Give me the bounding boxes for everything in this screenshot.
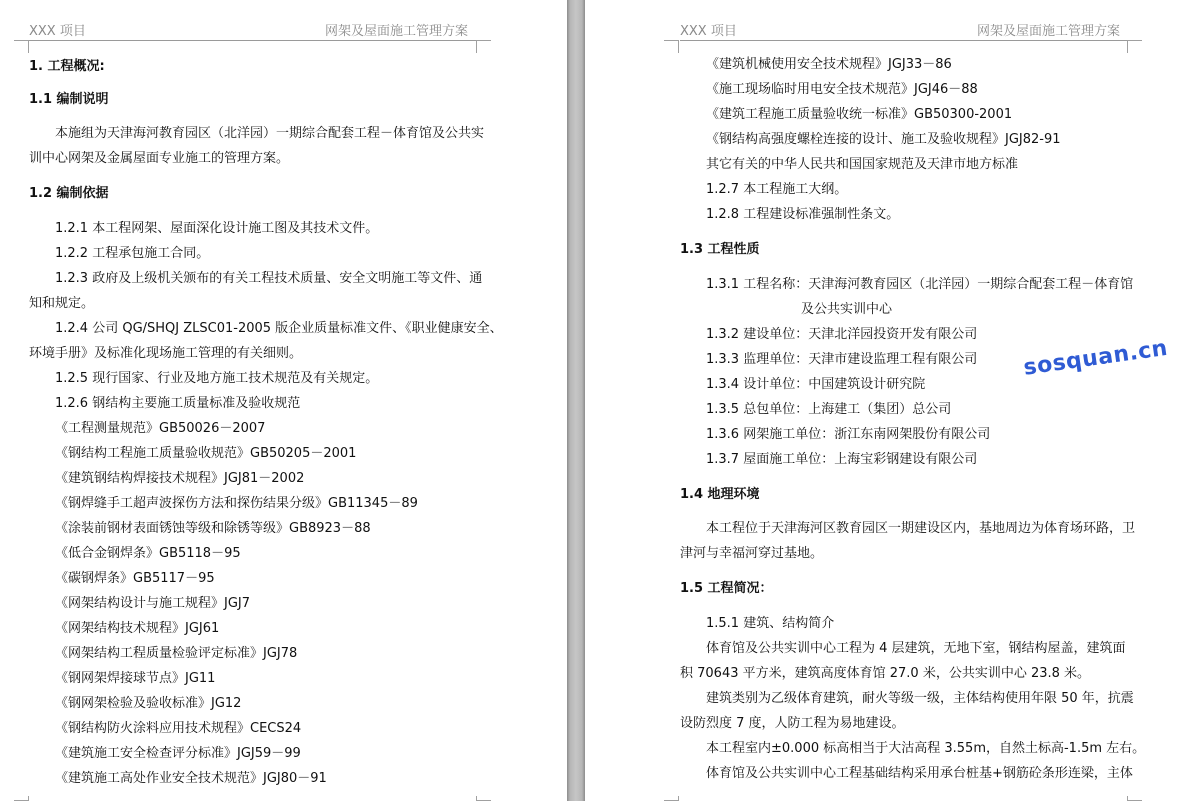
- body-text-line: 本工程室内±0.000 标高相当于大沽高程 3.55m，自然土标高-1.5m 左右。: [706, 741, 1146, 756]
- body-text-line: 环境手册》及标准化现场施工管理的有关细则。: [29, 346, 303, 361]
- crop-mark: [476, 40, 491, 53]
- body-text-line: 1.2.8 工程建设标准强制性条文。: [706, 207, 900, 222]
- body-text-line: 《施工现场临时用电安全技术规范》JGJ46－88: [706, 82, 978, 97]
- crop-mark: [1127, 796, 1142, 801]
- body-text-line: 其它有关的中华人民共和国国家规范及天津市地方标准: [706, 157, 1019, 172]
- body-text-line: 《低合金钢焊条》GB5118－95: [55, 546, 241, 561]
- body-text-line: 《网架结构技术规程》JGJ61: [55, 621, 220, 636]
- body-text-line: 《网架结构工程质量检验评定标准》JGJ78: [55, 646, 298, 661]
- body-text-line: 1.3.6 网架施工单位：浙江东南网架股份有限公司: [706, 427, 991, 442]
- body-text-line: 《建筑工程施工质量验收统一标准》GB50300-2001: [706, 107, 1013, 122]
- crop-mark: [14, 40, 29, 53]
- body-text-line: 津河与幸福河穿过基地。: [680, 546, 824, 561]
- section-heading: 1.1 编制说明: [29, 92, 109, 107]
- body-text-line: 《钢结构高强度螺栓连接的设计、施工及验收规程》JGJ82-91: [706, 132, 1061, 147]
- body-text-line: 本工程位于天津海河区教育园区一期建设区内，基地周边为体育场环路，卫: [706, 521, 1136, 536]
- body-text-line: 《钢结构工程施工质量验收规范》GB50205－2001: [55, 446, 357, 461]
- crop-mark: [664, 796, 679, 801]
- body-text-line: 1.2.1 本工程网架、屋面深化设计施工图及其技术文件。: [55, 221, 379, 236]
- left-page: [0, 0, 567, 801]
- body-text-line: 知和规定。: [29, 296, 95, 311]
- body-text-line: 《网架结构设计与施工规程》JGJ7: [55, 596, 251, 611]
- section-heading: 1. 工程概况:: [29, 59, 105, 74]
- body-text-line: 1.2.6 钢结构主要施工质量标准及验收规范: [55, 396, 301, 411]
- crop-mark: [664, 40, 679, 53]
- body-text-line: 1.3.5 总包单位：上海建工（集团）总公司: [706, 402, 952, 417]
- body-text-line: 《建筑钢结构焊接技术规程》JGJ81－2002: [55, 471, 305, 486]
- body-text-line: 1.2.2 工程承包施工合同。: [55, 246, 210, 261]
- body-text-line: 本施组为天津海河教育园区（北洋园）一期综合配套工程－体育馆及公共实: [55, 126, 485, 141]
- crop-mark: [476, 796, 491, 801]
- body-text-line: 1.2.4 公司 QG/SHQJ ZLSC01-2005 版企业质量标准文件、《职业健康安全、: [55, 321, 503, 336]
- body-text-line: 建筑类别为乙级体育建筑，耐火等级一级，主体结构使用年限 50 年，抗震: [706, 691, 1134, 706]
- body-text-line: 《钢结构防火涂料应用技术规程》CECS24: [55, 721, 302, 736]
- section-heading: 1.4 地理环境: [680, 487, 760, 502]
- body-text-line: 1.2.3 政府及上级机关颁布的有关工程技术质量、安全文明施工等文件、通: [55, 271, 483, 286]
- body-text-line: 《钢网架检验及验收标准》JG12: [55, 696, 242, 711]
- body-text-line: 1.3.3 监理单位：天津市建设监理工程有限公司: [706, 352, 978, 367]
- header-right-text: 网架及屋面施工管理方案: [977, 24, 1121, 39]
- body-text-line: 1.5.1 建筑、结构简介: [706, 616, 835, 631]
- body-text-line: 1.3.4 设计单位：中国建筑设计研究院: [706, 377, 926, 392]
- body-text-line: 《碳钢焊条》GB5117－95: [55, 571, 215, 586]
- body-text-line: 《建筑机械使用安全技术规程》JGJ33－86: [706, 57, 952, 72]
- body-text-line: 1.2.5 现行国家、行业及地方施工技术规范及有关规定。: [55, 371, 379, 386]
- body-text-line: 《钢网架焊接球节点》JG11: [55, 671, 216, 686]
- body-text-line: 1.2.7 本工程施工大纲。: [706, 182, 848, 197]
- header-left-text: XXX 项目: [680, 24, 737, 39]
- right-page: [585, 0, 1191, 801]
- body-text-line: 训中心网架及金属屋面专业施工的管理方案。: [29, 151, 290, 166]
- body-text-line: 《建筑施工高处作业安全技术规范》JGJ80－91: [55, 771, 327, 786]
- body-text-line: 《涂装前钢材表面锈蚀等级和除锈等级》GB8923－88: [55, 521, 371, 536]
- body-text-line: 体育馆及公共实训中心工程为 4 层建筑，无地下室，钢结构屋盖，建筑面: [706, 641, 1126, 656]
- crop-mark: [1127, 40, 1142, 53]
- page-gutter: [567, 0, 585, 801]
- body-text-line: 1.3.7 屋面施工单位：上海宝彩钢建设有限公司: [706, 452, 978, 467]
- body-text-line: 积 70643 平方米，建筑高度体育馆 27.0 米，公共实训中心 23.8 米。: [680, 666, 1091, 681]
- crop-mark: [14, 796, 29, 801]
- body-text-line: 设防烈度 7 度，人防工程为易地建设。: [680, 716, 905, 731]
- section-heading: 1.2 编制依据: [29, 186, 109, 201]
- body-text-line: 及公共实训中心: [801, 302, 893, 317]
- body-text-line: 1.3.2 建设单位：天津北洋园投资开发有限公司: [706, 327, 978, 342]
- body-text-line: 体育馆及公共实训中心工程基础结构采用承台桩基+钢筋砼条形连梁，主体: [706, 766, 1133, 781]
- body-text-line: 《建筑施工安全检查评分标准》JGJ59－99: [55, 746, 301, 761]
- section-heading: 1.5 工程简况：: [680, 581, 773, 596]
- body-text-line: 1.3.1 工程名称：天津海河教育园区（北洋园）一期综合配套工程－体育馆: [706, 277, 1134, 292]
- body-text-line: 《工程测量规范》GB50026－2007: [55, 421, 266, 436]
- body-text-line: 《钢焊缝手工超声波探伤方法和探伤结果分级》GB11345－89: [55, 496, 418, 511]
- header-left-text: XXX 项目: [29, 24, 86, 39]
- header-rule: [680, 40, 1127, 41]
- watermark-text: sosquan.cn: [1022, 335, 1170, 381]
- section-heading: 1.3 工程性质: [680, 242, 760, 257]
- header-right-text: 网架及屋面施工管理方案: [324, 24, 468, 39]
- header-rule: [29, 40, 476, 41]
